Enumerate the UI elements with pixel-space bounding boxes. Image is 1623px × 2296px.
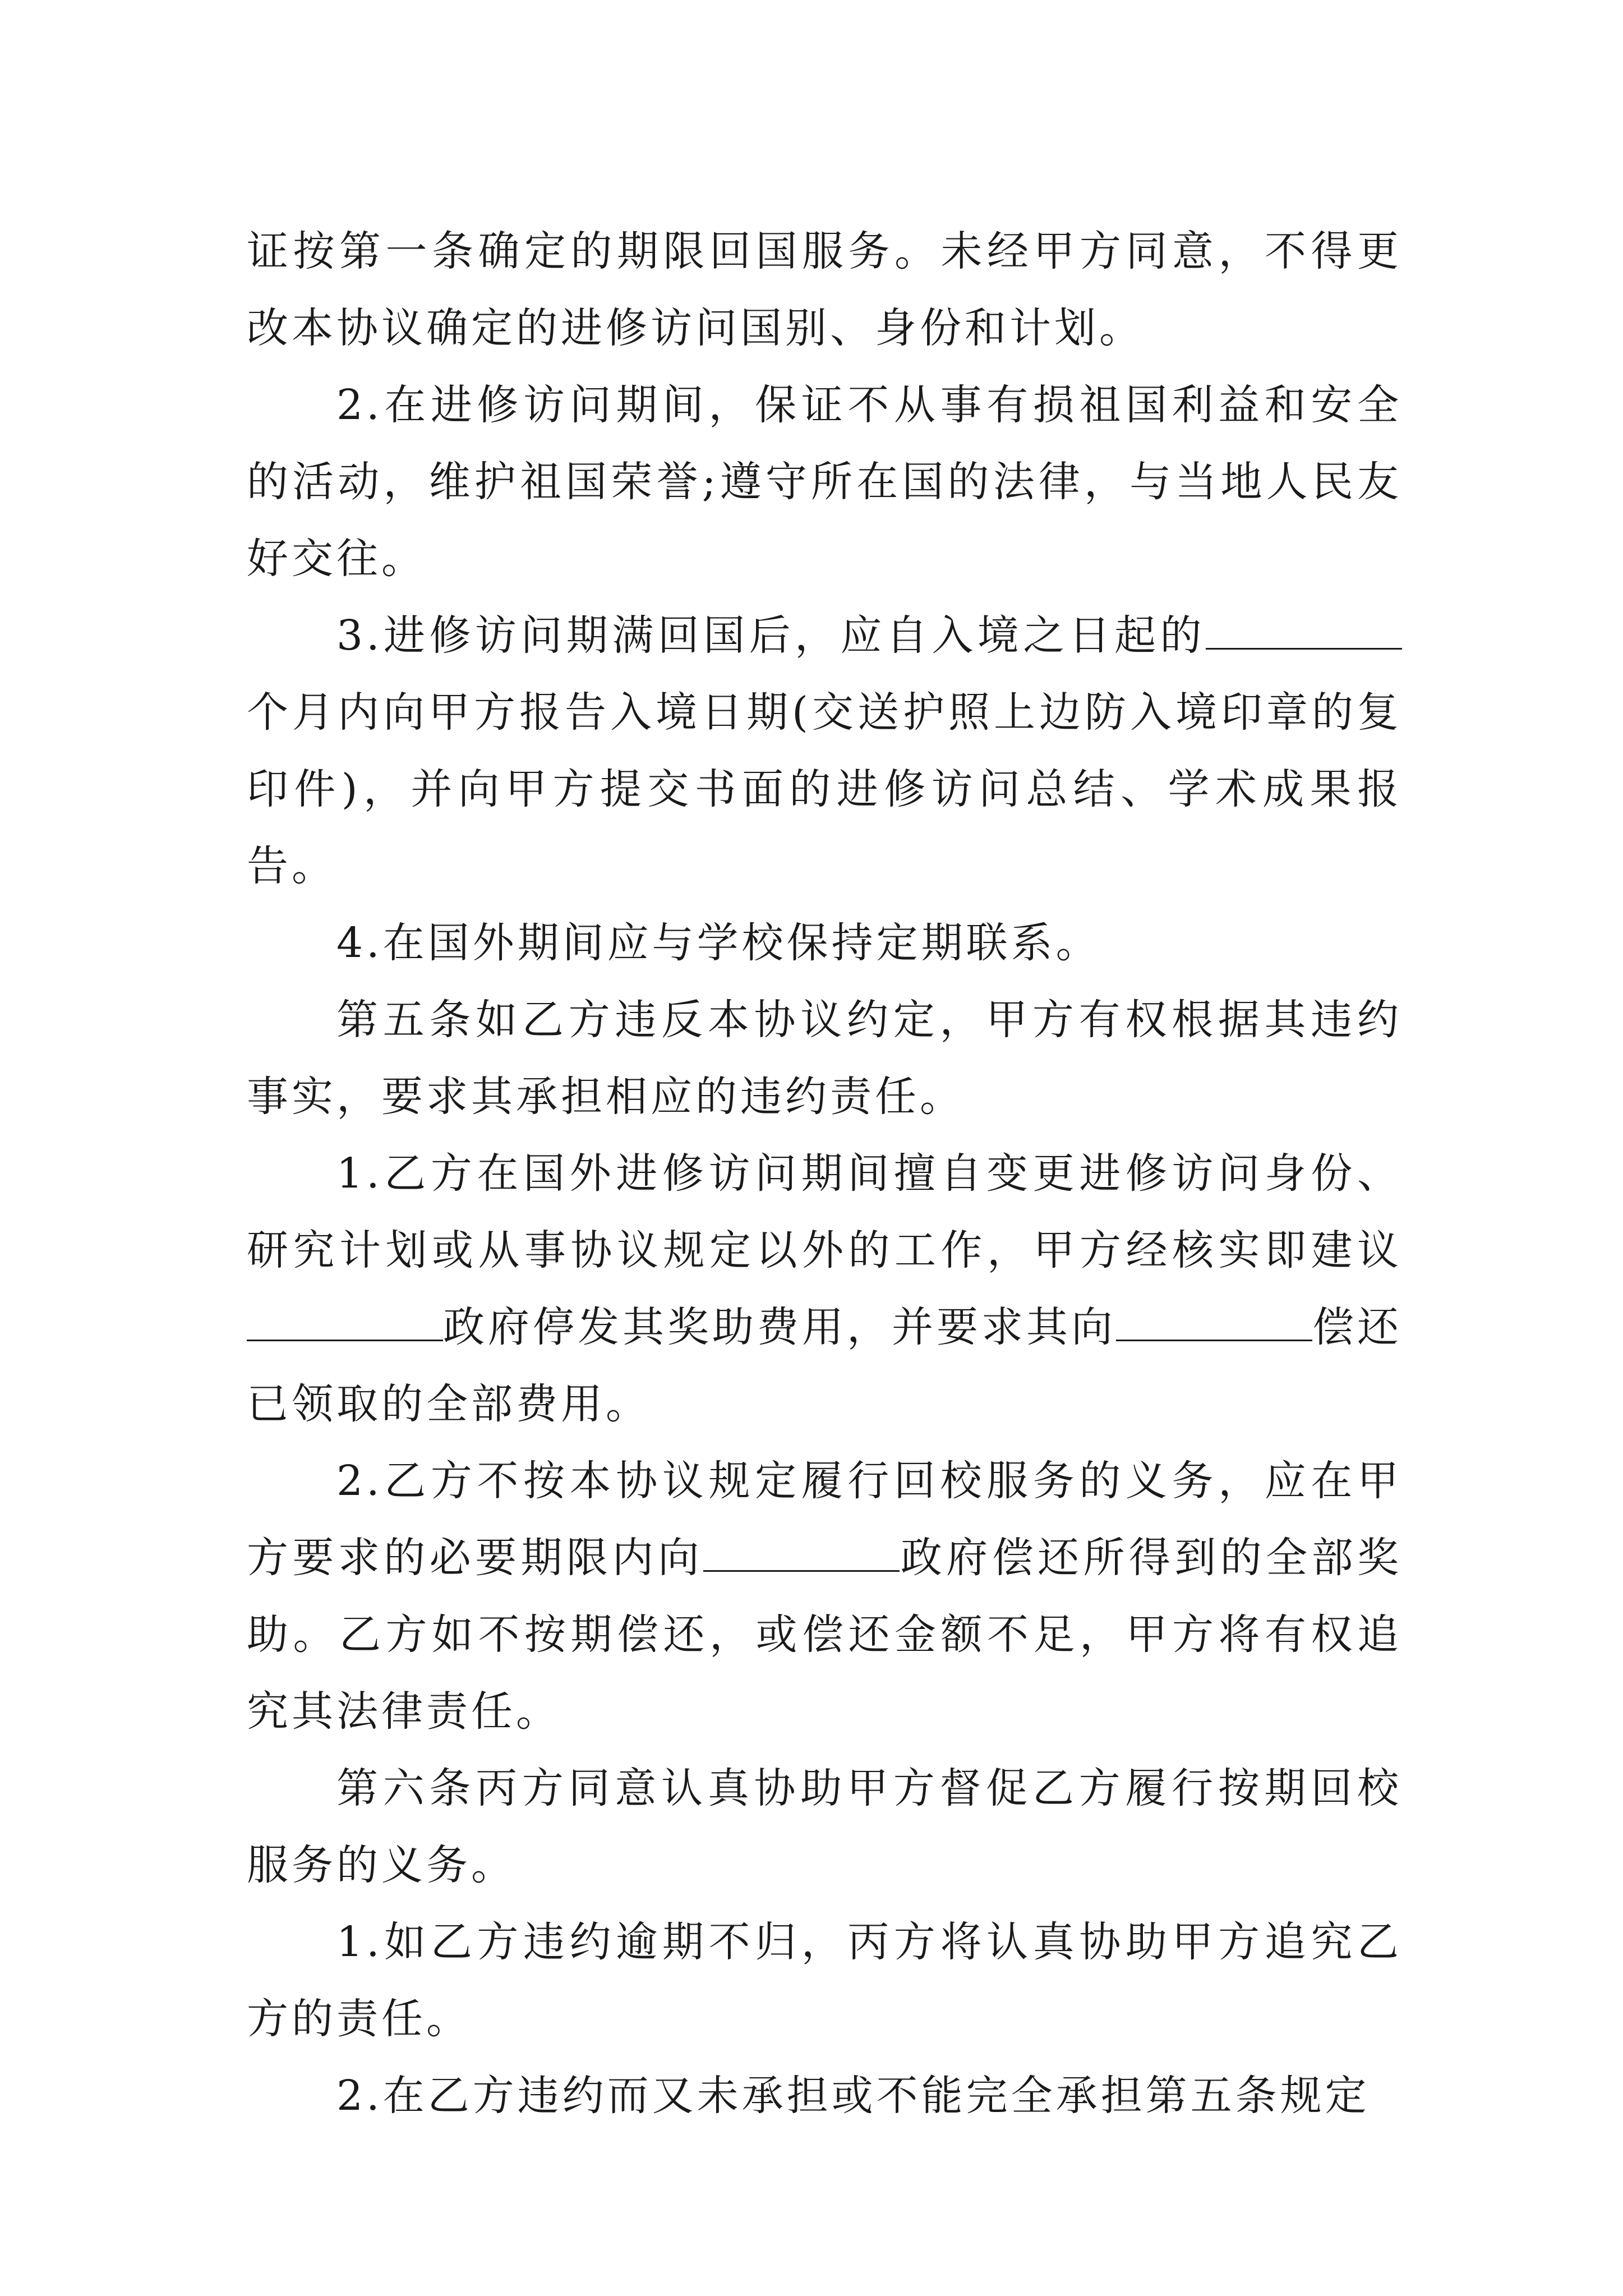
paragraph-2: 2.在进修访问期间，保证不从事有损祖国利益和安全的活动，维护祖国荣誉;遵守所在国的法律，与当地人民友好交往。 (247, 381, 1402, 583)
paragraph-7 (247, 1443, 1402, 1750)
paragraph-8: 第六条丙方同意认真协助甲方督促乙方履行按期回校服务的义务。 (247, 1764, 1402, 1889)
paragraph-7-text-after: 政府偿还所得到的全部奖助。乙方如不按期偿还，或偿还金额不足，甲方将有权追究其法律责任。 (247, 1534, 1403, 1736)
paragraph-9: 1.如乙方违约逾期不归，丙方将认真协助甲方追究乙方的责任。 (247, 1918, 1402, 2043)
blank-line-repay-to (1116, 1306, 1312, 1341)
paragraph-6-text-before: 1.乙方在国外进修访问期间擅自变更进修访问身份、研究计划或从事协议规定以外的工作，甲方经核实即建议 (247, 1149, 1402, 1274)
paragraph-5: 第五条如乙方违反本协议约定，甲方有权根据其违约事实，要求其承担相应的违约责任。 (247, 996, 1402, 1121)
blank-line-government-2 (703, 1536, 900, 1572)
paragraph-7-text-before: 2.乙方不按本协议规定履行回校服务的义务，应在甲方要求的必要期限内向 (247, 1457, 1402, 1582)
paragraph-3-text-before: 3.进修访问期满回国后，应自入境之日起的 (336, 611, 1206, 660)
paragraph-1: 证按第一条确定的期限回国服务。未经甲方同意，不得更改本协议确定的进修访问国别、身份和计划。 (247, 227, 1402, 352)
paragraph-4: 4.在国外期间应与学校保持定期联系。 (336, 919, 1101, 967)
paragraph-6-text-after: 偿还已领取的全部费用。 (247, 1303, 1402, 1428)
paragraph-3 (247, 597, 1402, 905)
paragraph-10: 2.在乙方违约而又未承担或不能完全承担第五条规定 (336, 2072, 1370, 2120)
paragraph-6 (247, 1135, 1402, 1443)
document-body (247, 213, 1402, 2134)
blank-line-government-1 (247, 1306, 443, 1341)
blank-line-months (1206, 614, 1402, 650)
paragraph-6-text-mid: 政府停发其奖助费用，并要求其向 (443, 1303, 1116, 1351)
paragraph-3-text-after: 个月内向甲方报告入境日期(交送护照上边防入境印章的复印件)，并向甲方提交书面的进修访问总结、学术成果报告。 (247, 688, 1402, 890)
